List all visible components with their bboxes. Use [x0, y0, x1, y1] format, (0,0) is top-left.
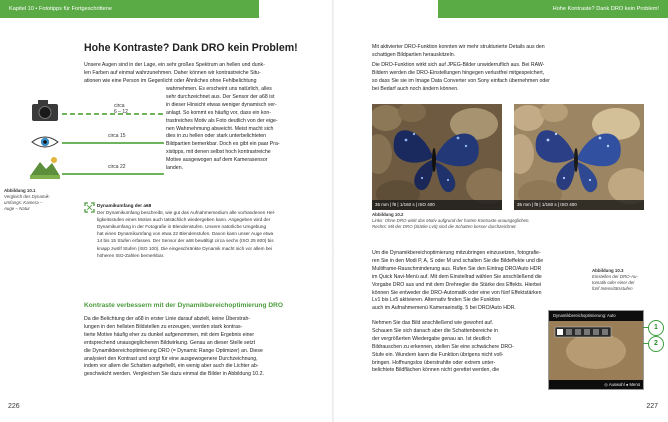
text-line: Unsere Augen sind in der Lage, ein sehr großes Spektrum an hellen und dunk-: [84, 62, 265, 68]
caption-line: Links: Ohne DRO wirkt das Motiv aufgrund der harten Kontraste unausgeglichen.: [372, 218, 530, 223]
info-line: 14 bis 15 Stufen erfassen. Der Sensor der a68 bewältigt circa sechs (ISO 25 600) bis: [97, 238, 274, 244]
caption-line: Einstellen der DRO-Au-: [592, 274, 638, 279]
text-line: lungen in den hellsten Bildstellen zu erzeugen, werden stark kontras-: [84, 323, 243, 330]
side-figure-caption: [592, 268, 664, 292]
caption-title: Abbildung 10.3: [592, 268, 624, 273]
text-line: landen.: [166, 165, 184, 172]
raw-note-paragraph: [372, 62, 616, 94]
text-line: ationen wie eine Person im Gegenlicht oder Ähnliches ohne Fehlbelichtung: [84, 77, 257, 84]
info-line: Der Dynamikumfang beschreibt, wie gut das Aufnahmemedium alle vorhandenen Hel-: [97, 210, 276, 216]
intro-paragraph-continued: [166, 86, 328, 173]
butterfly-photo-bright: [514, 104, 644, 210]
eye-icon: [32, 137, 58, 147]
info-box-text: [97, 202, 327, 259]
text-line: Multiframe-Rauschminderung aus. Rufen Sie den Eintrag DRO/Auto HDR: [372, 265, 542, 272]
text-line: Mit aktivierter DRO-Funktion konnten wir mehr strukturierte Details aus den: [372, 44, 545, 50]
screen-title: Dynamikbereichoptimierung: Auto: [549, 311, 643, 321]
butterfly-photo-dark: [372, 104, 502, 210]
caption-line: tomatik oder einer der: [592, 280, 635, 285]
running-header: Kapitel 10 • Fototipps für Fortgeschrittene: [0, 0, 259, 18]
text-line: Vorgabe DRO aus und mit dem Drehregler die Stärke des Effekts. Hierbei: [372, 281, 542, 288]
page-number: 226: [8, 403, 20, 410]
exif-info: 35 mm | f8 | 1/160 s | ISO 400: [514, 200, 644, 210]
text-line: len Farben auf einmal wahrzunehmen. Daher können wir kontrastreiche Situ-: [84, 69, 261, 76]
text-line: Lv1 bis Lv5 aktivieren. Alternativ finden Sie die Funktion: [372, 297, 501, 304]
text-line: schattigen Bildpartien herauskitzeln.: [372, 51, 456, 58]
screen-preview: [549, 311, 643, 389]
caption-line: Vergleich des Dynamik-: [4, 194, 51, 199]
callout-1: 1: [648, 320, 664, 336]
text-line: Motive ausgewogen auf dem Kamerasensor: [166, 157, 268, 164]
text-line: im Quick Navi-Menü auf. Mit dem Einstellrad wählen Sie anschließend die: [372, 273, 542, 280]
info-line: höheren ISO-Zahlen bemerkbar.: [97, 252, 165, 258]
dynamic-range-illustration: [28, 96, 128, 184]
text-line: indem vor allem die Schatten aufgehellt, ein wenig aber auch die Lichter ab-: [84, 363, 259, 370]
text-line: xistipps, mit denen selbst hoch kontrastreiche: [166, 149, 271, 156]
text-line: anlagt. So kommt es häufig vor, dass ein kon-: [166, 109, 271, 116]
info-line: Dynamikumfang in der Fotografie in Blendenstufen. Unsere natürliche Umgebung: [97, 224, 267, 230]
intro-paragraph: [84, 62, 328, 86]
caption-line: Rechts: Mit der DRO (Stärke Lv5) sind die Schatten besser durchzeichnet.: [372, 224, 517, 229]
section-heading: Kontraste verbessern mit der Dynamikbereichoptimierung DRO: [84, 302, 283, 309]
text-line: analysiert den Kontrast und sorgt für eine ausgewogenere Durchzeichnung,: [84, 355, 258, 362]
text-line: nen Wahrnehmung abweicht. Meist macht sich: [166, 125, 274, 132]
text-line: Da die Belichtung der a68 in erster Linie darauf abzielt, keine Überstrah-: [84, 316, 251, 322]
text-line: tierte Motive häufig eher zu dunkel aufgenommen, mit dem Ergebnis einer: [84, 331, 255, 338]
text-line: bringen. Hoffnungslos überstrahlte oder extrem unter-: [372, 359, 496, 366]
text-line: dies in zu hellen oder stark unterbelichteten: [166, 133, 267, 140]
text-line: die Dynamikbereichoptimierung DRO (= Dynamic Range Optimizer) an. Diese: [84, 347, 263, 354]
text-line: geschwächt werden. Vergleichen Sie dazu einmal die Bilder in Abbildung 10.2.: [84, 371, 264, 378]
text-line: der vergrößerten Wiedergabe genau an. Ist deutlich: [372, 335, 491, 342]
text-line: Nehmen Sie das Bild anschließend wie gewohnt auf.: [372, 320, 494, 326]
intro-paragraph: [372, 44, 616, 60]
caption-line: umfangs: Kamera –: [4, 200, 43, 205]
camera-icon: [32, 100, 58, 121]
screen-footer: ◎ Auswahl ● Menü: [549, 380, 643, 389]
text-line: Bildern werden die DRO-Einstellungen hingegen verlustfrei mitgespeichert,: [372, 69, 545, 76]
info-box-title: Dynamikumfang der a68: [97, 203, 152, 208]
photo-with-dro: [514, 104, 644, 210]
text-line: Stufe ein. Wundern kann die Funktion übrigens nicht voll-: [372, 351, 504, 358]
text-line: Schauen Sie sich danach aber die Schattenbereiche in: [372, 327, 499, 334]
text-line: Die DRO-Funktion wirkt sich auf JPEG-Bilder unwiderruflich aus. Bei RAW-: [372, 62, 545, 68]
range-label-eye: circa 15: [108, 133, 126, 139]
text-line: in dieser Hinsicht etwas weniger dynamisch ver-: [166, 101, 277, 108]
page-title: Hohe Kontraste? Dank DRO kein Problem!: [84, 42, 298, 54]
text-line: Um die Dynamikbereichoptimierung mitzubringen einzusetzen, fotografie-: [372, 250, 541, 256]
landscape-icon: [30, 157, 60, 179]
body-paragraph: [372, 250, 616, 313]
text-line: trastreiches Motiv als Foto deutlich von der eige-: [166, 117, 278, 124]
photo-without-dro: [372, 104, 502, 210]
page-number: 227: [646, 403, 658, 410]
figure-caption: [4, 188, 78, 212]
range-label-camera: circa 6 – 12: [114, 103, 128, 115]
info-box: [84, 200, 328, 280]
exif-info: 35 mm | f8 | 1/160 s | ISO 400: [372, 200, 502, 210]
body-paragraph-2: [372, 320, 542, 375]
body-paragraph: [84, 316, 328, 379]
caption-line: fünf Intensitätsstufen: [592, 286, 633, 291]
range-label-nature: circa 22: [108, 164, 126, 170]
text-line: Bildpartien bemerkbar. Doch es gibt ein paar Pra-: [166, 141, 280, 148]
right-page: [334, 0, 668, 422]
info-line: knapp zwölf Stufen (ISO 100). Die eingeschränkte Dynamik macht sich vor allem bei: [97, 245, 273, 251]
callout-2: 2: [648, 336, 664, 352]
text-line: sehr durchzeichnet aus. Der Sensor der a68 ist: [166, 93, 275, 100]
caption-title: Abbildung 10.2: [372, 212, 404, 217]
text-line: bei Bedarf auch noch ändern können.: [372, 85, 459, 92]
text-line: Bildrauschen zu erkennen, stellen Sie eine schwächere DRO-: [372, 343, 514, 350]
text-line: auch im Aufnahmemenü Kameraeinstlg. 5 bei DRO/Auto HDR.: [372, 305, 516, 312]
text-line: ren Sie in den Modi P, A, S oder M und schalten Sie die Bildeffekte und die: [372, 257, 544, 264]
caption-line: Auge – Natur: [4, 206, 30, 211]
text-line: können Sie entweder die DRO-Automatik oder eine von fünf Effektstärken: [372, 289, 542, 296]
text-line: wahrnehmen. Es erscheint uns natürlich, alles: [166, 86, 272, 92]
running-header: Hohe Kontraste? Dank DRO kein Problem!: [438, 0, 668, 18]
info-line: ligkeitsstufen eines Motivs auch tatsächlich wiedergeben kann. Angegeben wird der: [97, 217, 271, 223]
text-line: belichtete Bildflächen können nicht gerettet werden, die: [372, 367, 500, 374]
expand-icon: [84, 202, 95, 213]
text-line: so dass Sie sie im Image Data Converter von Sony einfach übernehmen oder: [372, 77, 550, 84]
figure-caption: [372, 212, 652, 230]
text-line: entsprechend unausgeglichenen Bildwirkung. Genau an dieser Stelle setzt: [84, 339, 256, 346]
camera-menu-screen: [548, 310, 644, 390]
caption-title: Abbildung 10.1: [4, 188, 36, 193]
dynamic-range-graphic: [28, 96, 166, 184]
info-line: hat einen Dynamikumfang von etwa 22 Blendenstufen. Davon kann unser Auge etwa: [97, 231, 274, 237]
